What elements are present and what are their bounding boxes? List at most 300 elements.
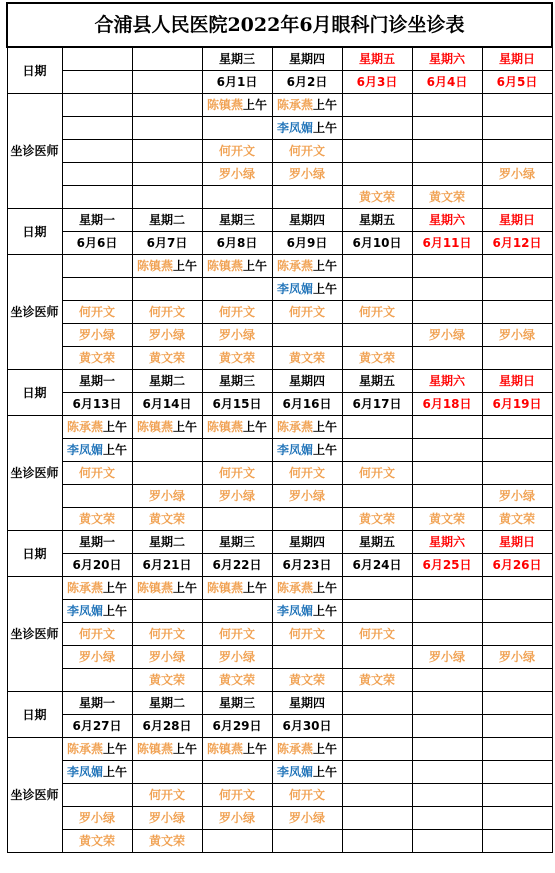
session-suffix: 上午 [173,742,198,756]
doctor-name: 陈承燕 [276,98,313,112]
date-cell: 6月8日 [202,232,272,255]
session-suffix: 上午 [313,121,338,135]
doctor-cell [342,301,412,324]
doctor-label: 坐诊医师 [7,416,62,531]
doctor-row [7,301,552,324]
doctor-cell [132,830,202,853]
date-cell: 6月11日 [412,232,482,255]
doctor-name: 陈镇燕 [136,420,173,434]
doctor-name: 罗小绿 [498,328,535,342]
session-suffix: 上午 [313,581,338,595]
doctor-cell [342,163,412,186]
doctor-cell [132,347,202,370]
doctor-cell [202,255,272,278]
doctor-row [7,807,552,830]
session-suffix: 上午 [313,282,338,296]
weekday-cell [132,47,202,71]
doctor-cell [272,669,342,692]
date-cell: 6月27日 [62,715,132,738]
doctor-name: 何开文 [288,627,325,641]
doctor-cell [412,140,482,163]
date-cell: 6月7日 [132,232,202,255]
doctor-name: 罗小绿 [78,811,115,825]
doctor-cell [412,301,482,324]
session-suffix: 上午 [103,742,128,756]
date-cell [412,715,482,738]
doctor-name: 陈承燕 [276,581,313,595]
doctor-cell [412,761,482,784]
date-cell: 6月13日 [62,393,132,416]
weekday-row [7,209,552,232]
weekday-cell: 星期六 [412,209,482,232]
doctor-cell [62,669,132,692]
doctor-cell [412,324,482,347]
doctor-name: 陈镇燕 [136,581,173,595]
doctor-name: 黄文荣 [148,834,185,848]
doctor-cell [412,347,482,370]
doctor-cell [342,439,412,462]
date-cell: 6月16日 [272,393,342,416]
weekday-row [7,47,552,71]
doctor-cell [412,646,482,669]
doctor-cell [482,255,552,278]
doctor-cell [482,278,552,301]
session-suffix: 上午 [103,765,128,779]
doctor-cell [412,623,482,646]
doctor-name: 黄文荣 [148,351,185,365]
doctor-row [7,347,552,370]
date-cell: 6月24日 [342,554,412,577]
doctor-cell [62,761,132,784]
doctor-cell [272,830,342,853]
doctor-name: 罗小绿 [148,811,185,825]
doctor-cell [272,738,342,761]
doctor-cell [272,186,342,209]
doctor-cell [482,508,552,531]
session-suffix: 上午 [103,581,128,595]
weekday-cell: 星期二 [132,531,202,554]
doctor-cell [132,462,202,485]
doctor-name: 何开文 [218,788,255,802]
weekday-cell: 星期六 [412,531,482,554]
doctor-cell [412,163,482,186]
weekday-cell: 星期日 [482,370,552,393]
doctor-cell [412,117,482,140]
doctor-cell [342,186,412,209]
doctor-cell [482,163,552,186]
doctor-cell [202,416,272,439]
doctor-name: 李凤媚 [276,121,313,135]
doctor-name: 罗小绿 [148,650,185,664]
doctor-cell [132,646,202,669]
date-cell: 6月2日 [272,71,342,94]
date-cell: 6月14日 [132,393,202,416]
doctor-cell [62,830,132,853]
doctor-name: 黄文荣 [358,351,395,365]
doctor-cell [412,462,482,485]
date-cell: 6月26日 [482,554,552,577]
session-suffix: 上午 [243,581,268,595]
doctor-name: 罗小绿 [498,167,535,181]
date-cell: 6月5日 [482,71,552,94]
doctor-name: 罗小绿 [288,489,325,503]
doctor-row [7,117,552,140]
doctor-cell [202,186,272,209]
doctor-cell [412,416,482,439]
doctor-cell [202,784,272,807]
doctor-label: 坐诊医师 [7,738,62,853]
doctor-cell [132,94,202,117]
weekday-cell: 星期三 [202,47,272,71]
doctor-cell [202,117,272,140]
doctor-name: 李凤媚 [66,765,103,779]
doctor-name: 黄文荣 [428,190,465,204]
doctor-name: 陈承燕 [66,581,103,595]
doctor-name: 何开文 [218,305,255,319]
weekday-cell [342,692,412,715]
doctor-cell [342,600,412,623]
doctor-cell [482,416,552,439]
doctor-cell [342,669,412,692]
doctor-row [7,646,552,669]
doctor-cell [482,738,552,761]
doctor-cell [342,807,412,830]
doctor-cell [132,278,202,301]
doctor-cell [482,301,552,324]
doctor-cell [62,186,132,209]
doctor-row [7,784,552,807]
doctor-row [7,669,552,692]
doctor-name: 何开文 [358,305,395,319]
doctor-cell [482,439,552,462]
doctor-cell [272,416,342,439]
doctor-name: 陈镇燕 [206,259,243,273]
doctor-name: 罗小绿 [218,328,255,342]
doctor-cell [342,623,412,646]
doctor-cell [132,324,202,347]
doctor-cell [342,830,412,853]
date-cell: 6月29日 [202,715,272,738]
weekday-cell: 星期一 [62,692,132,715]
doctor-cell [342,462,412,485]
doctor-cell [62,416,132,439]
doctor-name: 何开文 [288,144,325,158]
doctor-name: 陈承燕 [276,420,313,434]
date-cell [482,715,552,738]
date-cell: 6月20日 [62,554,132,577]
doctor-name: 何开文 [78,466,115,480]
session-suffix: 上午 [243,420,268,434]
doctor-cell [62,623,132,646]
doctor-row [7,577,552,600]
doctor-cell [132,163,202,186]
doctor-name: 李凤媚 [276,765,313,779]
doctor-cell [342,255,412,278]
doctor-cell [482,784,552,807]
doctor-cell [412,669,482,692]
doctor-cell [272,485,342,508]
doctor-name: 黄文荣 [358,512,395,526]
weekday-row [7,692,552,715]
doctor-row [7,324,552,347]
doctor-cell [412,485,482,508]
doctor-cell [132,439,202,462]
doctor-cell [62,646,132,669]
doctor-name: 黄文荣 [148,512,185,526]
date-cell: 6月18日 [412,393,482,416]
doctor-name: 罗小绿 [428,328,465,342]
doctor-name: 何开文 [78,305,115,319]
doctor-cell [202,278,272,301]
doctor-row [7,416,552,439]
doctor-cell [202,807,272,830]
date-label: 日期 [7,692,62,738]
doctor-name: 黄文荣 [218,673,255,687]
doctor-row [7,761,552,784]
doctor-cell [202,646,272,669]
weekday-cell: 星期四 [272,531,342,554]
doctor-label: 坐诊医师 [7,94,62,209]
weekday-cell: 星期四 [272,47,342,71]
doctor-cell [272,347,342,370]
date-label: 日期 [7,47,62,94]
weekday-cell: 星期一 [62,209,132,232]
date-cell [342,715,412,738]
doctor-cell [412,94,482,117]
doctor-cell [482,186,552,209]
doctor-name: 黄文荣 [78,351,115,365]
weekday-cell [62,47,132,71]
date-cell [132,71,202,94]
doctor-cell [272,784,342,807]
doctor-name: 李凤媚 [276,604,313,618]
session-suffix: 上午 [313,259,338,273]
doctor-name: 何开文 [218,627,255,641]
doctor-cell [132,600,202,623]
doctor-cell [62,94,132,117]
date-cell: 6月25日 [412,554,482,577]
doctor-cell [412,278,482,301]
doctor-name: 罗小绿 [428,650,465,664]
doctor-cell [342,416,412,439]
doctor-cell [272,577,342,600]
doctor-name: 何开文 [148,627,185,641]
doctor-name: 罗小绿 [288,167,325,181]
session-suffix: 上午 [313,765,338,779]
doctor-cell [202,347,272,370]
doctor-cell [202,830,272,853]
doctor-cell [202,623,272,646]
doctor-cell [272,439,342,462]
weekday-cell: 星期日 [482,47,552,71]
doctor-cell [272,301,342,324]
doctor-name: 何开文 [148,788,185,802]
doctor-row [7,278,552,301]
doctor-cell [272,600,342,623]
doctor-row [7,94,552,117]
doctor-row [7,830,552,853]
doctor-cell [132,416,202,439]
doctor-cell [272,623,342,646]
doctor-cell [482,623,552,646]
doctor-name: 陈承燕 [276,742,313,756]
doctor-row [7,508,552,531]
doctor-cell [272,646,342,669]
doctor-cell [132,738,202,761]
doctor-name: 陈承燕 [66,742,103,756]
weekday-cell: 星期五 [342,47,412,71]
doctor-cell [272,324,342,347]
doctor-name: 黄文荣 [288,351,325,365]
doctor-name: 李凤媚 [66,443,103,457]
doctor-row [7,163,552,186]
doctor-cell [202,600,272,623]
date-label: 日期 [7,531,62,577]
weekday-cell: 星期三 [202,370,272,393]
doctor-name: 何开文 [148,305,185,319]
doctor-name: 何开文 [218,466,255,480]
session-suffix: 上午 [243,259,268,273]
doctor-cell [482,485,552,508]
doctor-cell [132,669,202,692]
weekday-cell: 星期六 [412,47,482,71]
date-row [7,232,552,255]
doctor-name: 陈镇燕 [136,742,173,756]
doctor-row [7,485,552,508]
doctor-name: 罗小绿 [498,650,535,664]
session-suffix: 上午 [173,581,198,595]
doctor-name: 陈承燕 [276,259,313,273]
doctor-cell [272,94,342,117]
weekday-cell: 星期四 [272,692,342,715]
doctor-cell [202,94,272,117]
doctor-cell [482,324,552,347]
doctor-cell [132,623,202,646]
doctor-cell [272,117,342,140]
doctor-name: 罗小绿 [78,650,115,664]
weekday-cell: 星期日 [482,531,552,554]
doctor-cell [62,140,132,163]
doctor-cell [202,669,272,692]
doctor-cell [272,508,342,531]
doctor-cell [62,485,132,508]
doctor-row [7,462,552,485]
doctor-name: 黄文荣 [358,673,395,687]
doctor-cell [412,255,482,278]
date-cell: 6月28日 [132,715,202,738]
doctor-cell [202,738,272,761]
doctor-cell [412,439,482,462]
doctor-name: 罗小绿 [498,489,535,503]
doctor-name: 罗小绿 [218,489,255,503]
doctor-cell [202,439,272,462]
doctor-name: 陈镇燕 [206,98,243,112]
weekday-cell: 星期三 [202,692,272,715]
doctor-name: 黄文荣 [78,834,115,848]
doctor-cell [62,255,132,278]
doctor-cell [342,577,412,600]
weekday-cell: 星期五 [342,370,412,393]
doctor-name: 李凤媚 [276,443,313,457]
doctor-cell [412,186,482,209]
doctor-cell [482,830,552,853]
weekday-cell: 星期四 [272,370,342,393]
doctor-name: 何开文 [288,466,325,480]
doctor-cell [342,508,412,531]
doctor-name: 黄文荣 [78,512,115,526]
doctor-cell [132,255,202,278]
doctor-name: 何开文 [358,627,395,641]
doctor-cell [62,738,132,761]
date-row [7,393,552,416]
doctor-cell [412,738,482,761]
doctor-cell [132,117,202,140]
date-cell: 6月9日 [272,232,342,255]
doctor-name: 陈承燕 [66,420,103,434]
doctor-cell [482,761,552,784]
session-suffix: 上午 [313,742,338,756]
doctor-cell [62,577,132,600]
doctor-cell [342,324,412,347]
doctor-cell [482,600,552,623]
date-label: 日期 [7,209,62,255]
date-cell [62,71,132,94]
date-cell: 6月12日 [482,232,552,255]
doctor-name: 罗小绿 [218,650,255,664]
doctor-cell [62,347,132,370]
date-row [7,715,552,738]
doctor-cell [202,485,272,508]
weekday-cell: 星期六 [412,370,482,393]
doctor-cell [482,669,552,692]
doctor-row [7,623,552,646]
doctor-cell [132,784,202,807]
doctor-cell [412,577,482,600]
doctor-cell [62,508,132,531]
weekday-cell: 星期二 [132,692,202,715]
session-suffix: 上午 [173,420,198,434]
doctor-cell [342,94,412,117]
doctor-cell [482,807,552,830]
doctor-cell [202,140,272,163]
doctor-name: 陈镇燕 [136,259,173,273]
doctor-name: 陈镇燕 [206,742,243,756]
doctor-cell [132,301,202,324]
date-row [7,554,552,577]
doctor-cell [482,117,552,140]
date-cell: 6月10日 [342,232,412,255]
doctor-cell [412,600,482,623]
doctor-name: 罗小绿 [148,328,185,342]
doctor-cell [202,324,272,347]
doctor-cell [342,784,412,807]
session-suffix: 上午 [313,604,338,618]
weekday-cell [412,692,482,715]
doctor-name: 黄文荣 [148,673,185,687]
date-cell: 6月1日 [202,71,272,94]
date-cell: 6月21日 [132,554,202,577]
page-title: 合浦县人民医院2022年6月眼科门诊坐诊表 [7,3,552,47]
doctor-cell [412,830,482,853]
doctor-cell [342,761,412,784]
doctor-cell [482,646,552,669]
doctor-cell [342,347,412,370]
doctor-cell [272,255,342,278]
weekday-cell: 星期二 [132,370,202,393]
doctor-cell [62,807,132,830]
doctor-name: 罗小绿 [218,167,255,181]
date-row [7,71,552,94]
